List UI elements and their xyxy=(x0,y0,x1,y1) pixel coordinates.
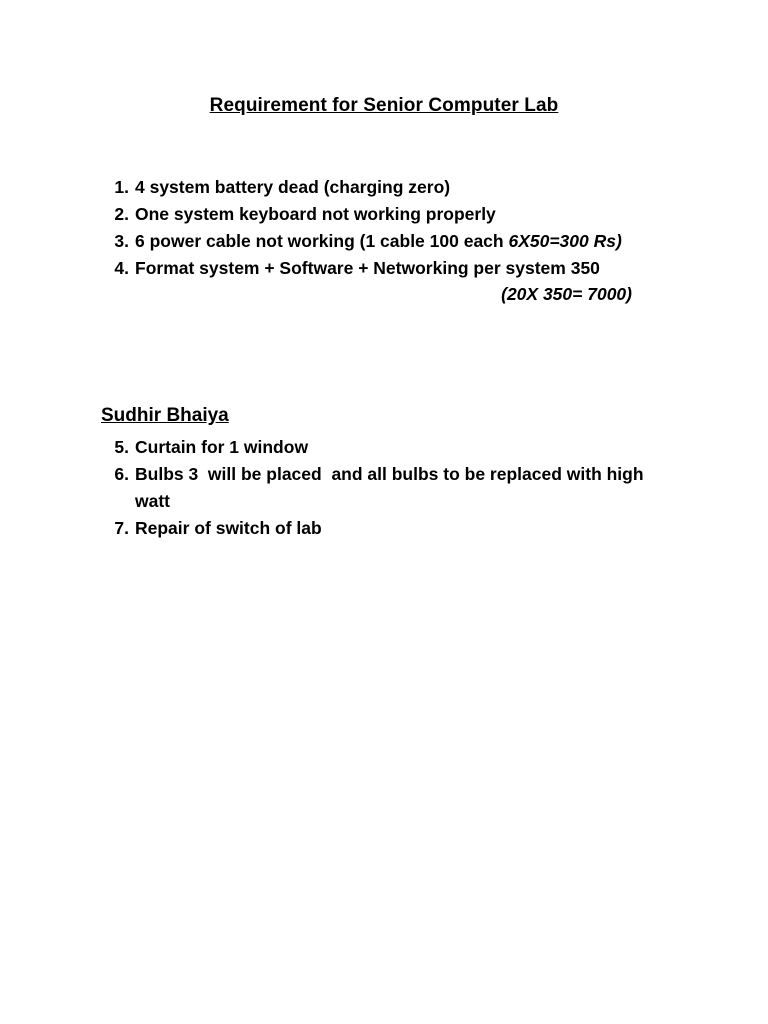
list-item xyxy=(101,461,655,515)
list-item xyxy=(101,255,622,282)
list-item xyxy=(101,434,655,461)
requirements-list xyxy=(101,174,622,282)
list-item-text-main: 6 power cable not working (1 cable 100 each xyxy=(135,231,509,251)
list-item xyxy=(101,201,622,228)
list-item-number: 6. xyxy=(114,464,129,484)
list-item-text: One system keyboard not working properly xyxy=(135,204,496,224)
list-item-text xyxy=(135,228,622,255)
list-item xyxy=(101,515,655,542)
list-item-text-italic: 6X50=300 Rs) xyxy=(508,231,622,251)
list-item xyxy=(101,174,622,201)
list-item-number: 7. xyxy=(114,518,129,538)
list-item-text: Curtain for 1 window xyxy=(135,437,309,457)
list-item-number: 3. xyxy=(114,231,129,251)
list-item-number: 5. xyxy=(114,437,129,457)
total-note: (20X 350= 7000) xyxy=(501,284,632,304)
list-item-text: Bulbs 3 will be placed and all bulbs to be replaced with high watt xyxy=(135,464,649,511)
list-item xyxy=(101,228,622,255)
page-title: Requirement for Senior Computer Lab xyxy=(209,95,559,116)
list-item-number: 2. xyxy=(114,204,129,224)
section-list xyxy=(101,434,655,542)
section-heading: Sudhir Bhaiya xyxy=(101,405,229,426)
list-item-text: 4 system battery dead (charging zero) xyxy=(135,177,451,197)
list-item-number: 1. xyxy=(114,177,129,197)
list-item-text: Format system + Software + Networking per system 350 xyxy=(135,258,600,278)
list-item-text: Repair of switch of lab xyxy=(135,518,322,538)
list-item-number: 4. xyxy=(114,258,129,278)
